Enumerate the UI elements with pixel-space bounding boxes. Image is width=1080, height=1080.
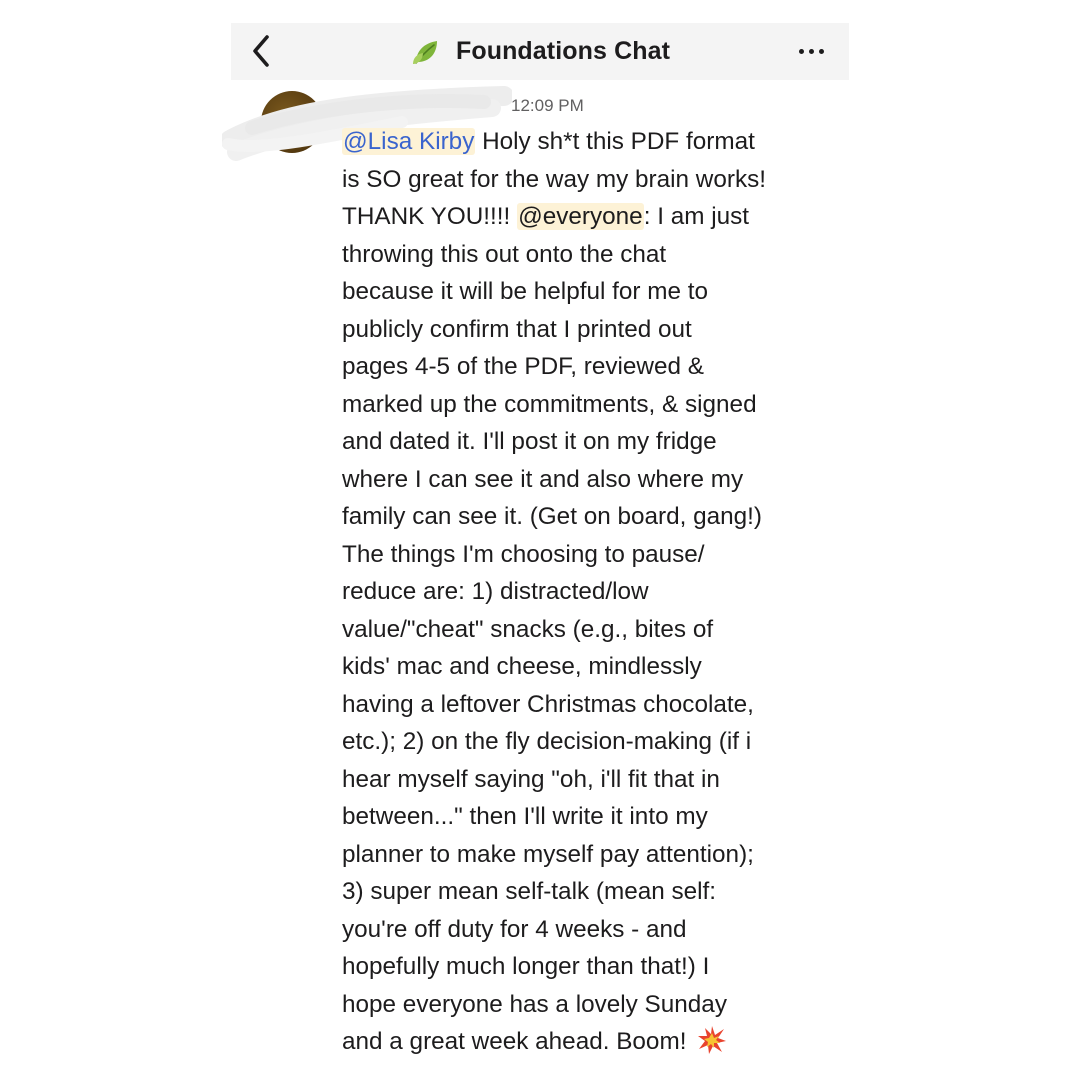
- chat-header: [231, 23, 849, 80]
- collision-icon: [697, 1025, 727, 1055]
- back-button[interactable]: [239, 29, 283, 73]
- message-text: Holy sh*t this PDF format is SO great for the way my brain works! THANK YOU!!!!: [342, 128, 766, 230]
- chevron-left-icon: [250, 34, 272, 68]
- message-timestamp: 12:09 PM: [511, 96, 584, 115]
- channel-title: Foundations Chat: [455, 37, 671, 65]
- everyone-mention[interactable]: @everyone: [518, 203, 643, 230]
- leaf-icon: [410, 37, 440, 67]
- avatar[interactable]: [261, 91, 323, 153]
- user-mention[interactable]: @Lisa Kirby: [343, 128, 475, 155]
- message-body: [342, 123, 812, 1061]
- message-text: : I am just throwing this out onto the chat because it will be helpful for me to publicly confirm that I printed out pages 4-5 of the PDF, reviewed & marked up the commitments, & signed and dated it. I'll post it on my fridge where I can see it and also where my family can see it. (Get on board, gang!) The things I'm choosing to pause/ reduce are: 1) distracted/low value/"cheat" snacks (e.g., bites of kids' mac and cheese, mindlessly having a leftover Christmas chocolate, etc.); 2) on the fly decision-making (if i hear myself saying "oh, i'll fit that in between..." then I'll write it into my planner to make myself pay attention); 3) super mean self-talk (mean self: you're off duty for 4 weeks - and hopefully much longer than that!) I hope everyone has a lovely Sunday and a great week ahead. Boom!: [342, 203, 763, 1055]
- more-horizontal-icon: [799, 49, 804, 54]
- more-options-button[interactable]: [789, 31, 833, 71]
